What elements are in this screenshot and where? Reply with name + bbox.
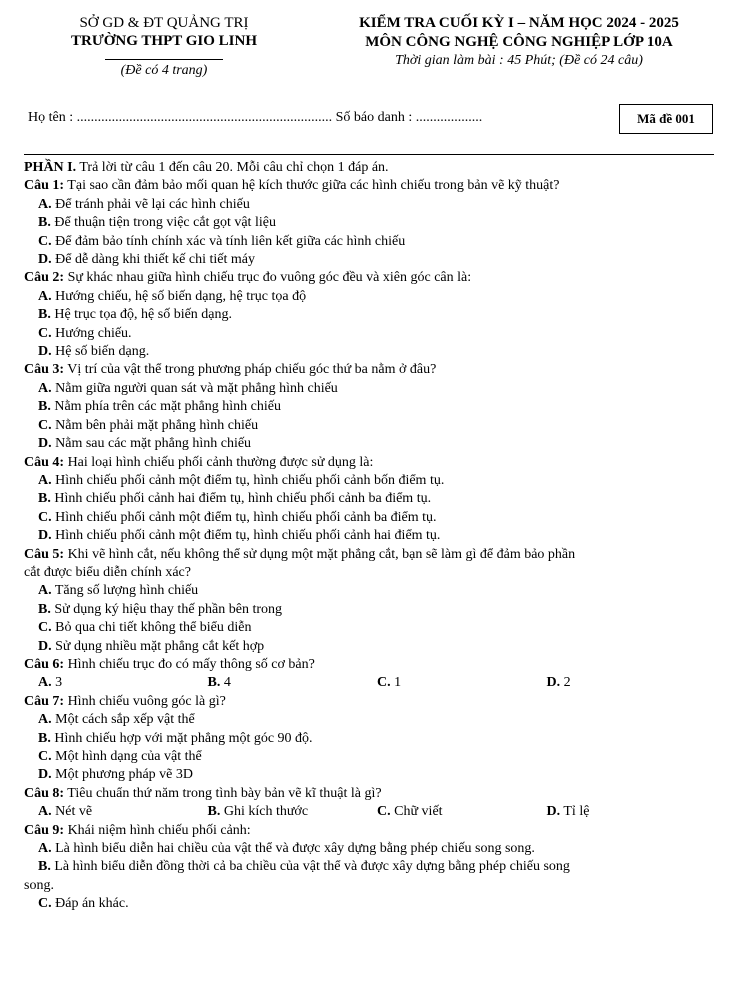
option-text: Đáp án khác.: [51, 896, 129, 912]
option-letter: D.: [38, 528, 52, 544]
option-letter: D.: [38, 344, 52, 360]
answer-option[interactable]: [24, 196, 716, 214]
answer-option[interactable]: [24, 343, 716, 361]
header-right: [310, 14, 728, 69]
option-letter: D.: [546, 675, 561, 691]
option-letter: C.: [38, 325, 52, 341]
answer-option[interactable]: [24, 711, 716, 729]
answer-option[interactable]: [24, 417, 716, 435]
question-stem: [24, 546, 716, 564]
option-letter: B.: [207, 675, 221, 691]
exam-code-box: Mã đề 001: [619, 104, 713, 134]
answer-option[interactable]: [24, 582, 716, 600]
question-number: Câu 9:: [24, 822, 65, 838]
question-stem: [24, 177, 716, 195]
part-heading: [24, 159, 716, 177]
option-letter: B.: [38, 307, 51, 323]
answer-option[interactable]: [24, 472, 716, 490]
answer-option[interactable]: [547, 674, 717, 692]
option-letter: B.: [38, 730, 51, 746]
option-text: Nằm phía trên các mặt phẳng hình chiếu: [50, 399, 281, 415]
answer-option[interactable]: [24, 858, 716, 876]
answer-option[interactable]: [377, 674, 547, 692]
exam-title: KIỂM TRA CUỐI KỲ I – NĂM HỌC 2024 - 2025: [359, 15, 679, 31]
option-letter: C.: [38, 417, 52, 433]
page-count-note: (Đề có 4 trang): [120, 63, 208, 78]
option-text: Một cách sắp xếp vật thể: [51, 712, 195, 728]
option-letter: A.: [38, 380, 52, 396]
option-text: 3: [51, 675, 63, 691]
option-text: Hình chiếu phối cảnh một điểm tụ, hình chiếu phối cảnh bốn điểm tụ.: [51, 472, 445, 488]
option-text: Để tránh phải vẽ lại các hình chiếu: [51, 196, 250, 212]
option-text: Nằm giữa người quan sát và mặt phẳng hình chiếu: [51, 380, 338, 396]
question-number: Câu 3:: [24, 362, 65, 378]
option-text: Một phương pháp vẽ 3D: [51, 767, 193, 783]
question-number: Câu 5:: [24, 546, 65, 562]
section-divider: [24, 154, 714, 155]
question-text: Vị trí của vật thể trong phương pháp chiếu góc thứ ba nằm ở đâu?: [64, 362, 437, 378]
answer-option[interactable]: [24, 398, 716, 416]
question-text: Hình chiếu trục đo có mấy thông số cơ bản?: [64, 656, 315, 672]
answer-option[interactable]: [547, 803, 717, 821]
option-text: Để dễ dàng khi thiết kế chi tiết máy: [51, 252, 255, 268]
option-letter: A.: [38, 288, 52, 304]
question-number: Câu 4:: [24, 454, 65, 470]
option-text: Hệ số biến dạng.: [51, 344, 150, 360]
question-number: Câu 7:: [24, 693, 65, 709]
question-text: Khi vẽ hình cắt, nếu không thể sử dụng một mặt phẳng cắt, bạn sẽ làm gì để đảm bảo phần: [64, 546, 576, 562]
id-field[interactable]: ...................: [415, 110, 483, 125]
option-letter: D.: [38, 252, 52, 268]
answer-option[interactable]: [24, 748, 716, 766]
question-stem: [24, 822, 716, 840]
option-letter: B.: [38, 399, 51, 415]
answer-option[interactable]: [24, 435, 716, 453]
option-letter: C.: [38, 509, 52, 525]
answer-option[interactable]: [24, 288, 716, 306]
option-text: Bỏ qua chi tiết không thể biểu diễn: [51, 620, 252, 636]
option-text: Sử dụng ký hiệu thay thế phần bên trong: [50, 601, 283, 617]
option-letter: A.: [38, 472, 52, 488]
option-letter: C.: [38, 896, 52, 912]
question-number: Câu 8:: [24, 785, 65, 801]
option-letter: A.: [38, 675, 52, 691]
question-text: Hai loại hình chiếu phối cảnh thường được sử dụng là:: [64, 454, 374, 470]
question-list: [24, 159, 716, 914]
option-text: Nằm sau các mặt phẳng hình chiếu: [51, 436, 252, 452]
answer-option[interactable]: [24, 895, 716, 913]
option-letter: A.: [38, 841, 52, 857]
answer-option[interactable]: [24, 766, 716, 784]
option-letter: A.: [38, 712, 52, 728]
option-letter: A.: [38, 804, 52, 820]
option-text: Hình chiếu phối cảnh một điểm tụ, hình chiếu phối cảnh hai điểm tụ.: [51, 528, 441, 544]
option-text: Là hình biểu diễn đồng thời cả ba chiều của vật thể và được xây dựng bằng phép chiếu song: [50, 859, 570, 875]
option-text: 2: [560, 675, 571, 691]
name-label: Họ tên :: [28, 110, 77, 125]
answer-option[interactable]: [24, 306, 716, 324]
answer-option[interactable]: [38, 674, 208, 692]
option-text: Hình chiếu hợp với mặt phẳng một góc 90 độ.: [50, 730, 313, 746]
department-name: SỞ GD & ĐT QUẢNG TRỊ: [79, 15, 249, 31]
part-instruction: Trả lời từ câu 1 đến câu 20. Mỗi câu chỉ chọn 1 đáp án.: [76, 160, 389, 175]
school-name: TRƯỜNG THPT GIO LINH: [70, 33, 257, 49]
question-text: Hình chiếu vuông góc là gì?: [64, 693, 226, 709]
answer-options-row: [24, 674, 716, 692]
question-stem: [24, 693, 716, 711]
question-stem: [24, 454, 716, 472]
answer-option[interactable]: [24, 233, 716, 251]
answer-option[interactable]: [24, 840, 716, 858]
option-text: Hình chiếu phối cảnh hai điểm tụ, hình chiếu phối cảnh ba điểm tụ.: [50, 491, 432, 507]
option-letter: D.: [546, 804, 561, 820]
option-text: Để đảm bảo tính chính xác và tính liên kết giữa các hình chiếu: [51, 233, 406, 249]
id-label: Số báo danh :: [335, 110, 416, 125]
name-field[interactable]: .........................................................................: [76, 110, 333, 125]
option-letter: D.: [38, 638, 52, 654]
option-text: Nét vẽ: [51, 804, 93, 820]
answer-option[interactable]: [24, 490, 716, 508]
part-label: PHẦN I.: [24, 160, 77, 175]
answer-option[interactable]: [208, 803, 378, 821]
answer-option[interactable]: [24, 509, 716, 527]
option-text: 1: [390, 675, 402, 691]
subject-title: MÔN CÔNG NGHỆ CÔNG NGHIỆP LỚP 10A: [365, 34, 673, 50]
answer-option[interactable]: [24, 251, 716, 269]
question-stem: [24, 361, 716, 379]
question-text: Sự khác nhau giữa hình chiếu trục đo vuông góc đều và xiên góc cân là:: [64, 270, 472, 286]
option-letter: B.: [38, 859, 51, 875]
option-text: Để thuận tiện trong việc cắt gọt vật liệu: [50, 215, 276, 231]
question-number: Câu 2:: [24, 270, 65, 286]
question-stem: [24, 785, 716, 803]
option-text: Ghi kích thước: [220, 804, 309, 820]
option-text: Tỉ lệ: [560, 804, 590, 820]
question-stem: [24, 269, 716, 287]
question-number: Câu 1:: [24, 178, 65, 194]
option-letter: A.: [38, 196, 52, 212]
answer-option[interactable]: [24, 638, 716, 656]
question-text: Tiêu chuẩn thứ năm trong tình bày bản vẽ kĩ thuật là gì?: [64, 785, 382, 801]
option-letter: D.: [38, 436, 52, 452]
option-text: Một hình dạng của vật thể: [51, 749, 202, 764]
time-note: Thời gian làm bài : 45 Phút; (Đề có 24 câu): [395, 53, 643, 68]
option-text: Hệ trục tọa độ, hệ số biến dạng.: [50, 307, 233, 323]
header-divider: [105, 59, 223, 60]
option-text: Hướng chiếu, hệ số biến dạng, hệ trục tọa độ: [51, 288, 307, 304]
answer-option[interactable]: [24, 527, 716, 545]
option-letter: A.: [38, 583, 52, 599]
option-letter: C.: [38, 749, 52, 764]
option-text: Hình chiếu phối cảnh một điểm tụ, hình chiếu phối cảnh ba điểm tụ.: [51, 509, 437, 525]
option-letter: C.: [38, 620, 52, 636]
option-text: Hướng chiếu.: [51, 325, 132, 341]
answer-option[interactable]: [38, 803, 208, 821]
question-text: Tại sao cần đảm bảo mối quan hệ kích thước giữa các hình chiếu trong bản vẽ kỹ thuật?: [64, 178, 560, 194]
option-text: 4: [220, 675, 231, 691]
answer-option[interactable]: [24, 730, 716, 748]
header-left: [40, 14, 288, 79]
option-letter: B.: [207, 804, 221, 820]
option-letter: B.: [38, 215, 51, 231]
option-text: Là hình biểu diễn hai chiều của vật thể và được xây dựng bằng phép chiếu song song.: [51, 841, 535, 857]
option-text: Tăng số lượng hình chiếu: [51, 583, 199, 599]
option-letter: B.: [38, 491, 51, 507]
option-letter: C.: [377, 675, 391, 691]
option-letter: D.: [38, 767, 52, 783]
answer-option[interactable]: [24, 619, 716, 637]
option-letter: C.: [377, 804, 391, 820]
option-text: Sử dụng nhiều mặt phẳng cắt kết hợp: [51, 638, 265, 654]
option-text-cont: song.: [24, 877, 54, 893]
option-text: Nằm bên phải mặt phẳng hình chiếu: [51, 417, 259, 433]
option-text: Chữ viết: [390, 804, 443, 820]
answer-option[interactable]: [24, 380, 716, 398]
answer-options-row: [24, 803, 716, 821]
question-number: Câu 6:: [24, 656, 65, 672]
answer-option[interactable]: [24, 601, 716, 619]
option-letter: C.: [38, 233, 52, 249]
answer-option[interactable]: [24, 214, 716, 232]
question-text-cont: cắt được biểu diễn chính xác?: [24, 564, 191, 580]
answer-option[interactable]: [24, 325, 716, 343]
answer-option[interactable]: [208, 674, 378, 692]
option-letter: B.: [38, 601, 51, 617]
question-text: Khái niệm hình chiếu phối cảnh:: [64, 822, 251, 838]
question-stem: [24, 656, 716, 674]
student-info-line: [28, 110, 482, 126]
answer-option[interactable]: [377, 803, 547, 821]
